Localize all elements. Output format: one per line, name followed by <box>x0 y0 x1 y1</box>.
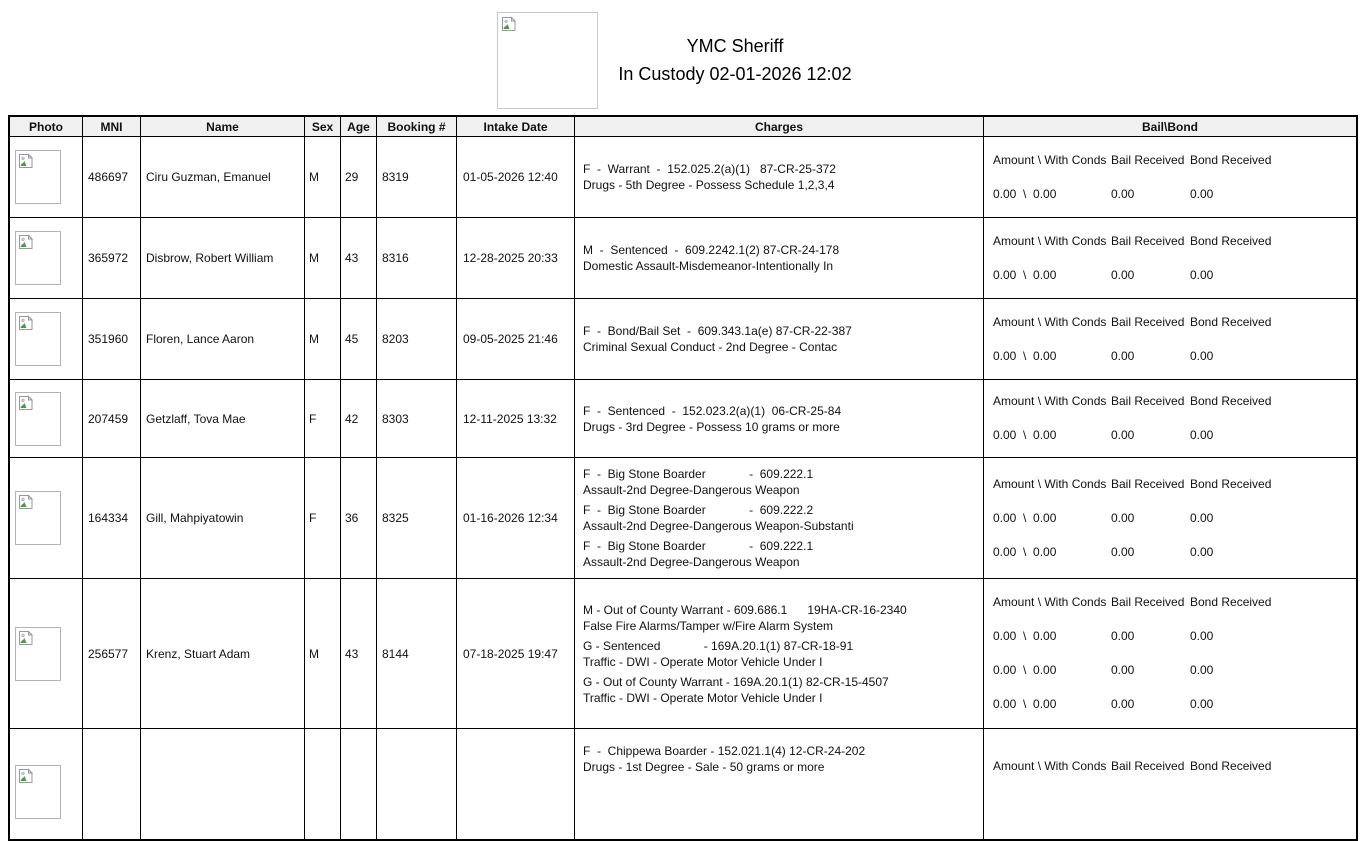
bail-value-line <box>993 697 1356 712</box>
bail-header-line <box>993 595 1356 610</box>
charge-statute-line: G - Out of County Warrant - 169A.20.1(1) 82-CR-15-4507 <box>583 674 889 689</box>
inmate-row <box>10 729 1356 839</box>
bail-amount-value: 0.00 \ 0.00 <box>993 267 1057 282</box>
age-cell: 42 <box>341 380 377 457</box>
report-header <box>0 0 1366 112</box>
charge-description-line: Domestic Assault-Misdemeanor-Intentionally In <box>583 259 834 273</box>
charge-description-line: False Fire Alarms/Tamper w/Fire Alarm System <box>583 618 834 633</box>
charge-description-line: Drugs - 3rd Degree - Possess 10 grams or more <box>583 419 840 434</box>
bond-received-header: Bond Received <box>1190 152 1272 167</box>
bond-received-value: 0.00 <box>1190 186 1214 201</box>
charge-description-line: Traffic - DWI - Operate Motor Vehicle Under I <box>583 654 823 669</box>
sex-cell: M <box>305 299 341 379</box>
charge-statute-line: M - Sentenced - 609.2242.1(2) 87-CR-24-178 <box>583 243 840 257</box>
charges-cell <box>575 299 984 379</box>
charge-item <box>583 638 853 670</box>
charge-description-line: Drugs - 5th Degree - Possess Schedule 1,2,3,4 <box>583 178 835 192</box>
charge-description-line: Assault-2nd Degree-Dangerous Weapon <box>583 555 800 569</box>
photo-cell <box>10 458 83 578</box>
table-body <box>10 137 1356 839</box>
inmate-row <box>10 299 1356 380</box>
bond-received-value: 0.00 <box>1190 663 1214 677</box>
bond-received-header: Bond Received <box>1190 394 1272 408</box>
bail-received-value: 0.00 <box>1111 428 1135 442</box>
charges-cell <box>575 218 984 298</box>
age-cell: 43 <box>341 218 377 298</box>
bail-received-header: Bail Received <box>1111 314 1185 329</box>
bond-received-value: 0.00 <box>1190 428 1214 442</box>
inmate-photo-placeholder <box>15 231 61 285</box>
column-header-age: Age <box>341 117 377 136</box>
photo-cell <box>10 218 83 298</box>
mni-cell: 486697 <box>83 137 141 217</box>
sex-cell: F <box>305 380 341 457</box>
bail-bond-cell <box>984 218 1356 298</box>
bond-received-header: Bond Received <box>1190 476 1272 491</box>
bail-bond-cell <box>984 458 1356 578</box>
charge-statute-line: F - Sentenced - 152.023.2(a)(1) 06-CR-25-84 <box>583 403 842 418</box>
charge-description-line: Drugs - 1st Degree - Sale - 50 grams or more <box>583 760 825 774</box>
charge-statute-line: F - Warrant - 152.025.2(a)(1) 87-CR-25-372 <box>583 162 836 176</box>
sex-cell <box>305 729 341 839</box>
charge-item <box>583 602 907 634</box>
name-cell: Floren, Lance Aaron <box>141 299 305 379</box>
bail-amount-value: 0.00 \ 0.00 <box>993 629 1057 643</box>
charge-item <box>583 161 836 193</box>
inmate-row <box>10 137 1356 218</box>
sex-cell: M <box>305 218 341 298</box>
broken-image-icon <box>501 16 517 32</box>
charges-cell <box>575 579 984 728</box>
bail-amount-header: Amount \ With Conds <box>993 595 1107 609</box>
name-cell: Ciru Guzman, Emanuel <box>141 137 305 217</box>
bond-received-header: Bond Received <box>1190 595 1272 609</box>
inmate-row <box>10 579 1356 729</box>
bail-bond-cell <box>984 137 1356 217</box>
bond-received-value: 0.00 <box>1190 348 1214 363</box>
booking-cell: 8144 <box>377 579 457 728</box>
photo-cell <box>10 137 83 217</box>
intake-date-cell: 12-28-2025 20:33 <box>457 218 575 298</box>
column-header-name: Name <box>141 117 305 136</box>
inmate-photo-placeholder <box>15 627 61 681</box>
bail-header-line <box>993 153 1356 168</box>
age-cell: 29 <box>341 137 377 217</box>
inmate-photo-placeholder <box>15 491 61 545</box>
bail-received-header: Bail Received <box>1111 595 1185 609</box>
charges-cell <box>575 729 984 839</box>
bail-header-line <box>993 477 1356 492</box>
bail-received-value: 0.00 <box>1111 186 1135 201</box>
inmate-photo-placeholder <box>15 150 61 204</box>
table-header-row <box>10 117 1356 137</box>
broken-image-icon <box>18 395 34 411</box>
bail-amount-header: Amount \ With Conds <box>993 476 1107 491</box>
charge-statute-line: F - Chippewa Boarder - 152.021.1(4) 12-CR-24-202 <box>583 744 866 758</box>
photo-cell <box>10 579 83 728</box>
bail-received-header: Bail Received <box>1111 476 1185 491</box>
charge-statute-line: F - Big Stone Boarder - 609.222.1 <box>583 539 814 553</box>
charges-cell <box>575 380 984 457</box>
charge-item <box>583 403 841 435</box>
broken-image-icon <box>18 494 34 510</box>
bail-value-line <box>993 428 1356 443</box>
charge-description-line: Traffic - DWI - Operate Motor Vehicle Under I <box>583 690 823 705</box>
intake-date-cell <box>457 729 575 839</box>
charge-description-line: Assault-2nd Degree-Dangerous Weapon-Substanti <box>583 519 854 533</box>
bond-received-value: 0.00 <box>1190 510 1214 525</box>
bail-amount-value: 0.00 \ 0.00 <box>993 428 1057 442</box>
intake-date-cell: 09-05-2025 21:46 <box>457 299 575 379</box>
bail-bond-cell <box>984 579 1356 728</box>
column-header-intake-date: Intake Date <box>457 117 575 136</box>
charge-item <box>583 743 865 775</box>
bail-value-line <box>993 349 1356 364</box>
bail-bond-cell <box>984 729 1356 839</box>
bail-received-header: Bail Received <box>1111 759 1185 773</box>
booking-cell: 8325 <box>377 458 457 578</box>
bail-received-value: 0.00 <box>1111 348 1135 363</box>
bail-amount-value: 0.00 \ 0.00 <box>993 348 1057 363</box>
sex-cell: M <box>305 137 341 217</box>
bond-received-header: Bond Received <box>1190 233 1272 248</box>
bail-header-line <box>993 315 1356 330</box>
age-cell <box>341 729 377 839</box>
column-header-booking: Booking # <box>377 117 457 136</box>
booking-cell: 8316 <box>377 218 457 298</box>
inmate-photo-placeholder <box>15 765 61 819</box>
booking-cell: 8303 <box>377 380 457 457</box>
bail-received-header: Bail Received <box>1111 152 1185 167</box>
charge-item <box>583 323 852 355</box>
bail-received-value: 0.00 <box>1111 629 1135 643</box>
bond-received-value: 0.00 <box>1190 544 1214 559</box>
intake-date-cell: 07-18-2025 19:47 <box>457 579 575 728</box>
mni-cell: 351960 <box>83 299 141 379</box>
bail-received-value: 0.00 <box>1111 663 1135 677</box>
bail-value-line <box>993 187 1356 202</box>
inmate-row <box>10 458 1356 579</box>
bail-bond-cell <box>984 380 1356 457</box>
in-custody-table <box>8 115 1358 841</box>
photo-cell <box>10 729 83 839</box>
name-cell: Getzlaff, Tova Mae <box>141 380 305 457</box>
sex-cell: F <box>305 458 341 578</box>
bail-amount-value: 0.00 \ 0.00 <box>993 186 1057 201</box>
bail-received-value: 0.00 <box>1111 544 1135 559</box>
charge-description-line: Criminal Sexual Conduct - 2nd Degree - Contac <box>583 340 838 354</box>
broken-image-icon <box>18 153 34 169</box>
bail-header-line <box>993 759 1356 774</box>
sex-cell: M <box>305 579 341 728</box>
column-header-sex: Sex <box>305 117 341 136</box>
inmate-photo-placeholder <box>15 392 61 446</box>
bail-value-line <box>993 663 1356 678</box>
mni-cell: 256577 <box>83 579 141 728</box>
bail-amount-header: Amount \ With Conds <box>993 314 1107 329</box>
bail-amount-header: Amount \ With Conds <box>993 759 1107 773</box>
bail-received-header: Bail Received <box>1111 394 1185 408</box>
report-title-block <box>618 32 851 88</box>
bond-received-header: Bond Received <box>1190 314 1272 329</box>
charge-item <box>583 466 813 498</box>
age-cell: 36 <box>341 458 377 578</box>
inmate-photo-placeholder <box>15 312 61 366</box>
bail-received-header: Bail Received <box>1111 233 1185 248</box>
charge-statute-line: M - Out of County Warrant - 609.686.1 19HA-CR-16-2340 <box>583 602 907 617</box>
booking-cell: 8203 <box>377 299 457 379</box>
inmate-row <box>10 218 1356 299</box>
charge-statute-line: G - Sentenced - 169A.20.1(1) 87-CR-18-91 <box>583 638 854 653</box>
bond-received-header: Bond Received <box>1190 759 1272 773</box>
bond-received-value: 0.00 <box>1190 697 1214 711</box>
name-cell: Krenz, Stuart Adam <box>141 579 305 728</box>
bail-received-value: 0.00 <box>1111 697 1135 711</box>
charges-cell <box>575 458 984 578</box>
charge-statute-line: F - Big Stone Boarder - 609.222.1 <box>583 467 814 481</box>
column-header-bail-bond: Bail\Bond <box>1142 119 1198 134</box>
broken-image-icon <box>18 768 34 784</box>
photo-cell <box>10 299 83 379</box>
name-cell: Gill, Mahpiyatowin <box>141 458 305 578</box>
column-header-photo: Photo <box>10 117 83 136</box>
inmate-row <box>10 380 1356 458</box>
booking-cell: 8319 <box>377 137 457 217</box>
charge-statute-line: F - Big Stone Boarder - 609.222.2 <box>583 503 814 517</box>
bail-received-value: 0.00 <box>1111 510 1135 525</box>
broken-image-icon <box>18 315 34 331</box>
charge-description-line: Assault-2nd Degree-Dangerous Weapon <box>583 483 800 497</box>
report-title: YMC Sheriff <box>686 36 784 56</box>
bail-amount-header: Amount \ With Conds <box>993 233 1107 248</box>
column-header-mni: MNI <box>83 117 141 136</box>
bail-amount-header: Amount \ With Conds <box>993 394 1107 408</box>
report-subtitle: In Custody 02-01-2026 12:02 <box>618 64 852 84</box>
charge-item <box>583 242 839 274</box>
bail-value-line <box>993 545 1356 560</box>
bail-header-line <box>993 394 1356 409</box>
intake-date-cell: 01-05-2026 12:40 <box>457 137 575 217</box>
agency-logo-placeholder <box>497 12 598 109</box>
broken-image-icon <box>18 234 34 250</box>
bail-header-line <box>993 234 1356 249</box>
mni-cell: 365972 <box>83 218 141 298</box>
bail-bond-cell <box>984 299 1356 379</box>
name-cell <box>141 729 305 839</box>
bail-value-line <box>993 629 1356 644</box>
column-header-charges: Charges <box>575 117 984 136</box>
bail-amount-value: 0.00 \ 0.00 <box>993 663 1057 677</box>
bail-value-line <box>993 268 1356 283</box>
mni-cell <box>83 729 141 839</box>
bond-received-value: 0.00 <box>1190 267 1214 282</box>
bail-amount-header: Amount \ With Conds <box>993 152 1107 167</box>
intake-date-cell: 12-11-2025 13:32 <box>457 380 575 457</box>
charge-item <box>583 674 889 706</box>
bail-received-value: 0.00 <box>1111 267 1135 282</box>
age-cell: 43 <box>341 579 377 728</box>
charge-statute-line: F - Bond/Bail Set - 609.343.1a(e) 87-CR-22-387 <box>583 324 852 338</box>
charge-item <box>583 538 813 570</box>
bail-value-line <box>993 511 1356 526</box>
age-cell: 45 <box>341 299 377 379</box>
name-cell: Disbrow, Robert William <box>141 218 305 298</box>
bail-amount-value: 0.00 \ 0.00 <box>993 697 1057 711</box>
bail-amount-value: 0.00 \ 0.00 <box>993 544 1057 559</box>
charges-cell <box>575 137 984 217</box>
bail-amount-value: 0.00 \ 0.00 <box>993 510 1057 525</box>
intake-date-cell: 01-16-2026 12:34 <box>457 458 575 578</box>
charge-item <box>583 502 854 534</box>
photo-cell <box>10 380 83 457</box>
broken-image-icon <box>18 630 34 646</box>
bond-received-value: 0.00 <box>1190 629 1214 643</box>
mni-cell: 164334 <box>83 458 141 578</box>
booking-cell <box>377 729 457 839</box>
mni-cell: 207459 <box>83 380 141 457</box>
